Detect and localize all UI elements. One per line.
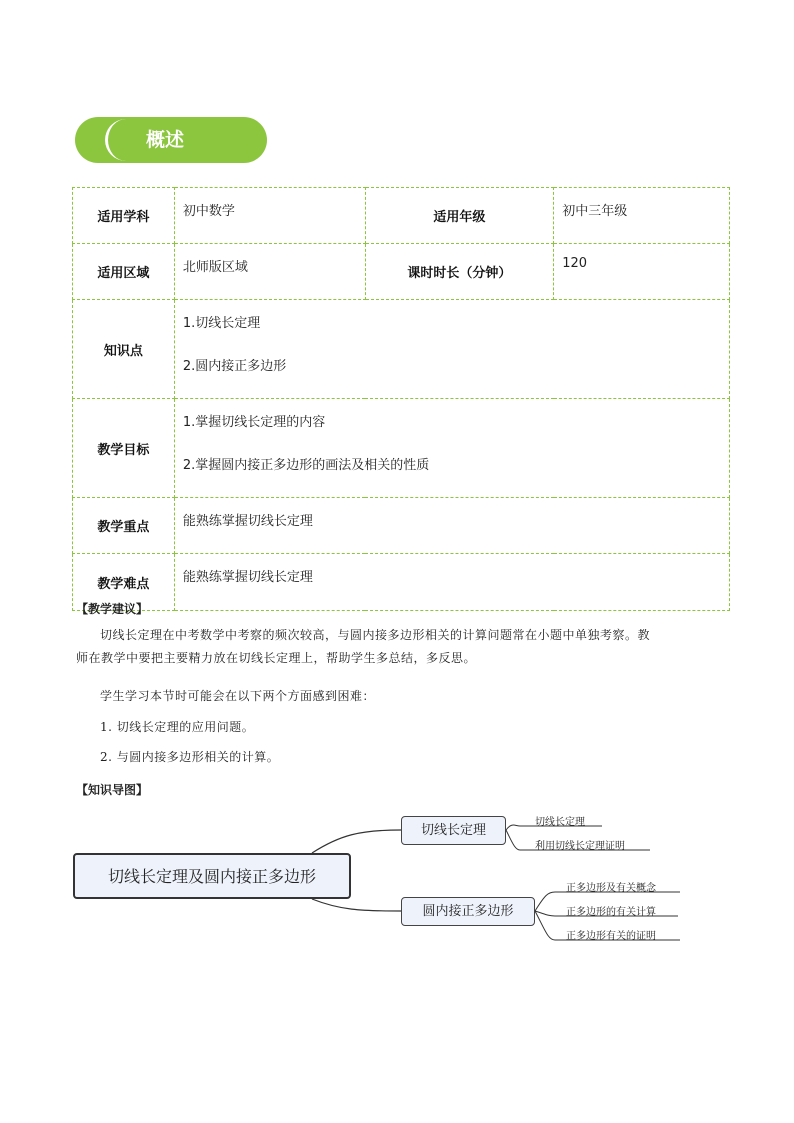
difficulty-item-1: 1. 切线长定理的应用问题。 [100, 720, 255, 734]
subject-label: 适用学科 [73, 188, 175, 244]
goal-item: 2.掌握圆内接正多边形的画法及相关的性质 [182, 458, 430, 473]
difficulty-value: 能熟练掌握切线长定理 [174, 554, 729, 611]
duration-value: 120 [554, 244, 730, 300]
overview-title: 概述 [105, 119, 263, 161]
difficulty-item-2: 2. 与圆内接多边形相关的计算。 [100, 750, 280, 764]
mindmap-branch-inscribed-polygon: 圆内接正多边形 [401, 897, 535, 926]
duration-label: 课时时长（分钟） [365, 244, 554, 300]
knowledge-label: 知识点 [73, 300, 175, 399]
mindmap-leaf: 正多边形有关的证明 [566, 931, 656, 942]
mindmap-root-node: 切线长定理及圆内接正多边形 [73, 853, 351, 899]
suggestion-line-1: 切线长定理在中考数学中考察的频次较高，与圆内接多边形相关的计算问题常在小题中单独考察。教 [100, 628, 651, 642]
suggestion-difficulty-intro: 学生学习本节时可能会在以下两个方面感到困难： [100, 689, 376, 703]
mindmap-leaf: 利用切线长定理证明 [535, 841, 625, 852]
subject-value: 初中数学 [174, 188, 365, 244]
region-value: 北师版区域 [174, 244, 365, 300]
difficulty-label: 教学难点 [73, 554, 175, 611]
key-value: 能熟练掌握切线长定理 [174, 498, 729, 554]
suggestion-title: 【教学建议】 [76, 602, 149, 616]
mindmap-leaf: 正多边形的有关计算 [566, 907, 656, 918]
region-label: 适用区域 [73, 244, 175, 300]
grade-label: 适用年级 [365, 188, 554, 244]
mindmap-leaf: 正多边形及有关概念 [566, 883, 656, 894]
suggestion-line-2: 师在教学中要把主要精力放在切线长定理上，帮助学生多总结，多反思。 [76, 651, 477, 665]
grade-value: 初中三年级 [554, 188, 730, 244]
mindmap-branch-tangent-length: 切线长定理 [401, 816, 506, 845]
knowledge-item: 2.圆内接正多边形 [182, 359, 287, 374]
goal-label: 教学目标 [73, 399, 175, 498]
knowledge-item: 1.切线长定理 [182, 316, 261, 331]
key-label: 教学重点 [73, 498, 175, 554]
mindmap-title: 【知识导图】 [76, 783, 149, 797]
goal-item: 1.掌握切线长定理的内容 [182, 415, 326, 430]
mindmap-leaf: 切线长定理 [535, 817, 585, 828]
